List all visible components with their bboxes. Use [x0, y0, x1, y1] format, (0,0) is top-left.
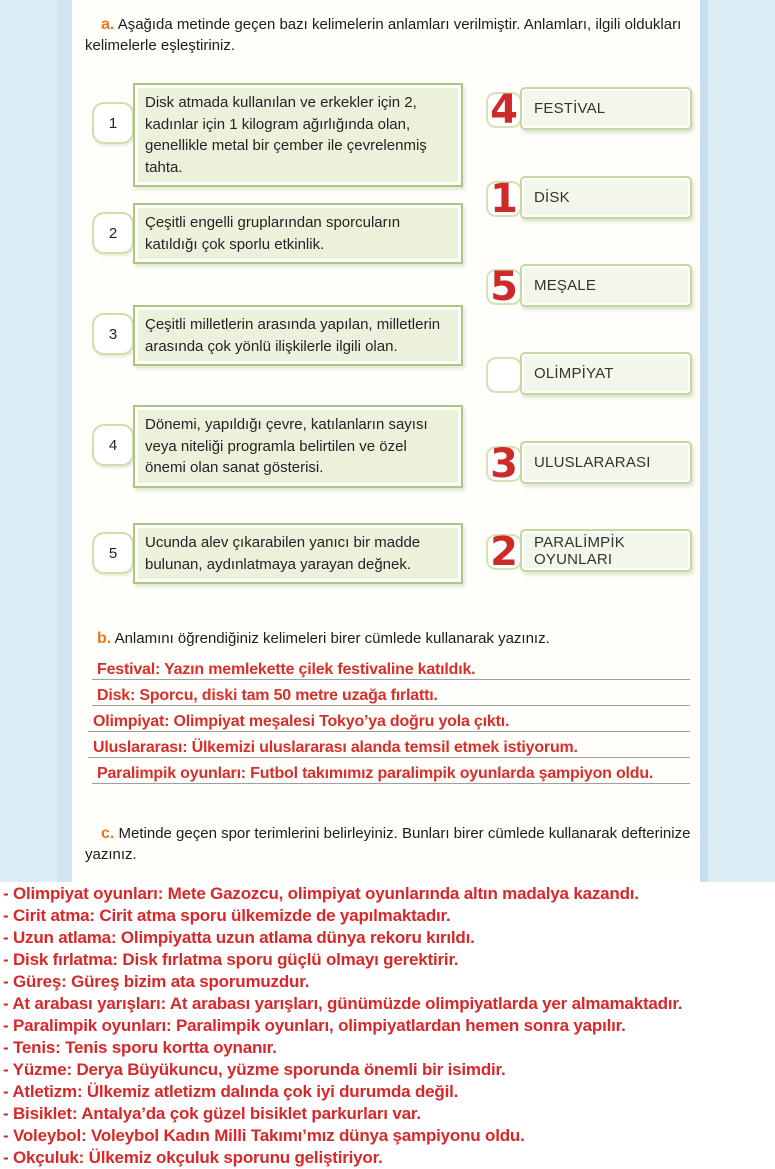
answer-line: [92, 655, 690, 680]
section-c-header: [85, 823, 697, 865]
word-label: FESTİVAL: [534, 100, 606, 117]
word-label: OLİMPİYAT: [534, 365, 614, 382]
section-b-label: b.: [97, 630, 112, 647]
section-b-header: [97, 628, 697, 649]
word-label: ULUSLARARASI: [534, 454, 651, 471]
definition-box: [133, 523, 463, 584]
list-item: - Okçuluk: Ülkemiz okçuluk sporunu geliştiriyor.: [3, 1148, 383, 1167]
answer-badge: [486, 264, 522, 310]
definition-box: [133, 405, 463, 488]
definition-number: 5: [108, 544, 118, 562]
handwritten-answer-number: 3: [490, 441, 518, 487]
list-item: - Atletizm: Ülkemiz atletizm dalında çok iyi durumda değil.: [3, 1082, 459, 1101]
definition-text: Çeşitli milletlerin arasında yapılan, milletlerin arasında çok yönlü ilişkilerle ilgili olan.: [145, 316, 441, 355]
definition-text: Çeşitli engelli gruplarından sporcuların katıldığı çok sporlu etkinlik.: [145, 214, 401, 253]
section-c-label: c.: [101, 825, 115, 842]
section-a-instruction: Aşağıda metinde geçen bazı kelimelerin anlamları verilmiştir. Anlamları, ilgili oldukları kelimelerle eşleştiriniz.: [85, 16, 682, 54]
word-label: MEŞALE: [534, 277, 597, 294]
definition-text: Dönemi, yapıldığı çevre, katılanların sayısı veya niteliği programla belirtilen ve özel önemi olan sanat gösterisi.: [145, 416, 428, 476]
answer-line: [88, 733, 690, 758]
list-item: - Olimpiyat oyunları: Mete Gazozcu, olimpiyat oyunlarında altın madalya kazandı.: [3, 884, 639, 903]
answer-badge: [486, 529, 522, 575]
answer-line: [92, 681, 690, 706]
word-box: [520, 352, 692, 395]
definition-number: 4: [108, 436, 118, 454]
section-b-instruction: Anlamını öğrendiğiniz kelimeleri birer cümlede kullanarak yazınız.: [114, 630, 550, 647]
word-box: [520, 264, 692, 307]
answer-text: Festival: Yazın memlekette çilek festivaline katıldık.: [97, 661, 476, 678]
definition-number-badge: [92, 424, 134, 466]
list-item: - Disk fırlatma: Disk fırlatma sporu güçlü olmayı gerektirir.: [3, 950, 459, 969]
list-item: - Uzun atlama: Olimpiyatta uzun atlama dünya rekoru kırıldı.: [3, 928, 475, 947]
answer-badge: [486, 87, 522, 133]
list-item: - Cirit atma: Cirit atma sporu ülkemizde de yapılmaktadır.: [3, 906, 451, 925]
definition-number: 3: [108, 325, 118, 343]
answer-line: [88, 707, 690, 732]
definition-box: [133, 305, 463, 366]
answer-badge: [486, 441, 522, 487]
word-box: [520, 87, 692, 130]
handwritten-answer-number: 2: [490, 529, 518, 575]
definition-number-badge: [92, 102, 134, 144]
blue-edge-left: [57, 0, 72, 882]
section-a-header: [85, 14, 697, 56]
list-item: - Güreş: Güreş bizim ata sporumuzdur.: [3, 972, 310, 991]
word-box: [520, 529, 692, 572]
definition-text: Disk atmada kullanılan ve erkekler için 2, kadınlar için 1 kilogram ağırlığında olan, genellikle metal bir çember ile çevrelenmiş tahta.: [145, 94, 427, 176]
definition-number-badge: [92, 313, 134, 355]
list-item: - Bisiklet: Antalya’da çok güzel bisiklet parkurları var.: [3, 1104, 421, 1123]
section-a-label: a.: [101, 16, 115, 33]
section-c-instruction: Metinde geçen spor terimlerini belirleyiniz. Bunları birer cümlede kullanarak defterinize yazınız.: [85, 825, 691, 863]
blue-edge-right: [700, 0, 708, 882]
handwritten-answer-number: 1: [490, 176, 518, 222]
list-item: - Paralimpik oyunları: Paralimpik oyunları, olimpiyatlardan hemen sonra yapılır.: [3, 1016, 626, 1035]
word-label: PARALİMPİK OYUNLARI: [534, 533, 625, 568]
word-label: DİSK: [534, 189, 570, 206]
word-box: [520, 441, 692, 484]
answer-line: [92, 759, 690, 784]
handwritten-answer-number: 4: [490, 87, 518, 133]
definition-number: 1: [108, 114, 118, 132]
list-item: - Tenis: Tenis sporu kortta oynanır.: [3, 1038, 277, 1057]
definition-number: 2: [108, 224, 118, 242]
definition-box: [133, 203, 463, 264]
definition-number-badge: [92, 212, 134, 254]
sport-terms-answer-list: [3, 883, 775, 1169]
list-item: - Voleybol: Voleybol Kadın Milli Takımı’mız dünya şampiyonu oldu.: [3, 1126, 525, 1145]
answer-badge: [486, 176, 522, 222]
definition-number-badge: [92, 532, 134, 574]
list-item: - Yüzme: Derya Büyükuncu, yüzme sporunda önemli bir isimdir.: [3, 1060, 506, 1079]
handwritten-answer-number: 5: [490, 264, 518, 310]
list-item: - At arabası yarışları: At arabası yarışları, günümüzde olimpiyatlarda yer almamaktadır.: [3, 994, 683, 1013]
answer-badge-empty: [486, 357, 522, 393]
answer-text: Uluslararası: Ülkemizi uluslararası alanda temsil etmek istiyorum.: [93, 739, 578, 756]
definition-text: Ucunda alev çıkarabilen yanıcı bir madde bulunan, aydınlatmaya yarayan değnek.: [145, 534, 421, 573]
answer-text: Olimpiyat: Olimpiyat meşalesi Tokyo’ya doğru yola çıktı.: [93, 713, 510, 730]
answer-text: Disk: Sporcu, diski tam 50 metre uzağa fırlattı.: [97, 687, 438, 704]
definition-box: [133, 83, 463, 187]
word-box: [520, 176, 692, 219]
answer-text: Paralimpik oyunları: Futbol takımımız paralimpik oyunlarda şampiyon oldu.: [97, 765, 654, 782]
